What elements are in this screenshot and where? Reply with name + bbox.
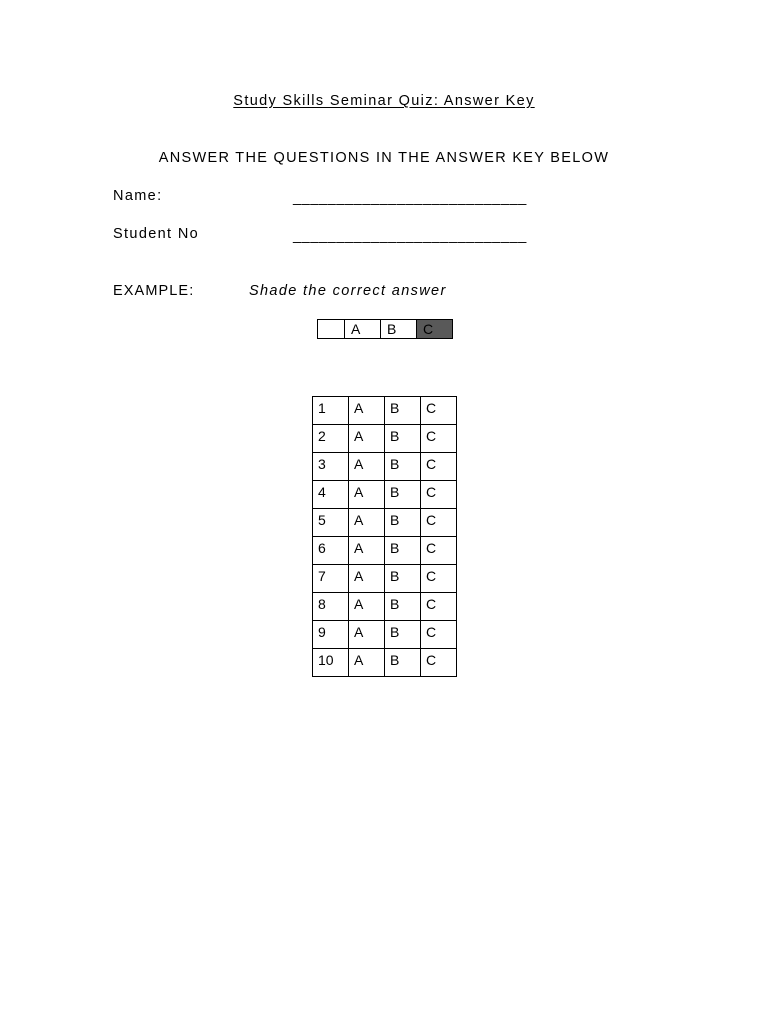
answer-option-a[interactable]: A	[349, 397, 385, 425]
answer-option-a[interactable]: A	[349, 425, 385, 453]
answer-option-a[interactable]: A	[349, 537, 385, 565]
answer-row	[313, 397, 457, 425]
answer-row	[313, 509, 457, 537]
question-number: 4	[313, 481, 349, 509]
answer-row	[313, 425, 457, 453]
answer-option-b[interactable]: B	[385, 593, 421, 621]
question-number: 6	[313, 537, 349, 565]
student-no-label: Student No	[113, 226, 200, 242]
answer-option-c[interactable]: C	[421, 621, 457, 649]
answer-option-a[interactable]: A	[349, 509, 385, 537]
answer-grid	[312, 396, 457, 677]
question-number: 1	[313, 397, 349, 425]
answer-option-c[interactable]: C	[421, 453, 457, 481]
answer-option-b[interactable]: B	[385, 453, 421, 481]
answer-option-a[interactable]: A	[349, 565, 385, 593]
answer-option-b[interactable]: B	[385, 397, 421, 425]
student-no-field[interactable]: ___________________________	[293, 228, 527, 244]
name-label: Name:	[113, 188, 163, 204]
answer-option-c[interactable]: C	[421, 537, 457, 565]
answer-option-c[interactable]: C	[421, 565, 457, 593]
question-number: 10	[313, 649, 349, 677]
question-number: 3	[313, 453, 349, 481]
question-number: 8	[313, 593, 349, 621]
answer-option-b[interactable]: B	[385, 565, 421, 593]
example-answer-row	[317, 319, 453, 339]
answer-option-b[interactable]: B	[385, 649, 421, 677]
answer-option-a[interactable]: A	[349, 621, 385, 649]
answer-option-b[interactable]: B	[385, 621, 421, 649]
answer-option-c[interactable]: C	[421, 509, 457, 537]
name-field[interactable]: ___________________________	[293, 190, 527, 206]
answer-row	[313, 565, 457, 593]
answer-option-b[interactable]: B	[385, 537, 421, 565]
answer-option-a[interactable]: A	[349, 481, 385, 509]
answer-option-a[interactable]: A	[349, 649, 385, 677]
answer-option-a[interactable]: A	[349, 593, 385, 621]
answer-option-c[interactable]: C	[421, 593, 457, 621]
answer-option-c[interactable]: C	[421, 397, 457, 425]
answer-row	[313, 481, 457, 509]
example-option-b: B	[381, 320, 417, 338]
example-option-a: A	[345, 320, 381, 338]
instruction-heading: ANSWER THE QUESTIONS IN THE ANSWER KEY BELOW	[158, 150, 610, 166]
answer-option-c[interactable]: C	[421, 481, 457, 509]
example-option-c: C	[417, 320, 452, 338]
answer-row	[313, 621, 457, 649]
question-number: 2	[313, 425, 349, 453]
page-title: Study Skills Seminar Quiz: Answer Key	[233, 93, 535, 109]
answer-option-a[interactable]: A	[349, 453, 385, 481]
question-number: 5	[313, 509, 349, 537]
example-instruction: Shade the correct answer	[249, 283, 447, 299]
example-label: EXAMPLE:	[113, 283, 195, 299]
answer-option-c[interactable]: C	[421, 649, 457, 677]
answer-row	[313, 537, 457, 565]
question-number: 9	[313, 621, 349, 649]
answer-row	[313, 453, 457, 481]
question-number: 7	[313, 565, 349, 593]
answer-row	[313, 593, 457, 621]
answer-row	[313, 649, 457, 677]
example-blank-cell	[318, 320, 345, 338]
answer-option-c[interactable]: C	[421, 425, 457, 453]
answer-option-b[interactable]: B	[385, 509, 421, 537]
answer-option-b[interactable]: B	[385, 425, 421, 453]
answer-option-b[interactable]: B	[385, 481, 421, 509]
